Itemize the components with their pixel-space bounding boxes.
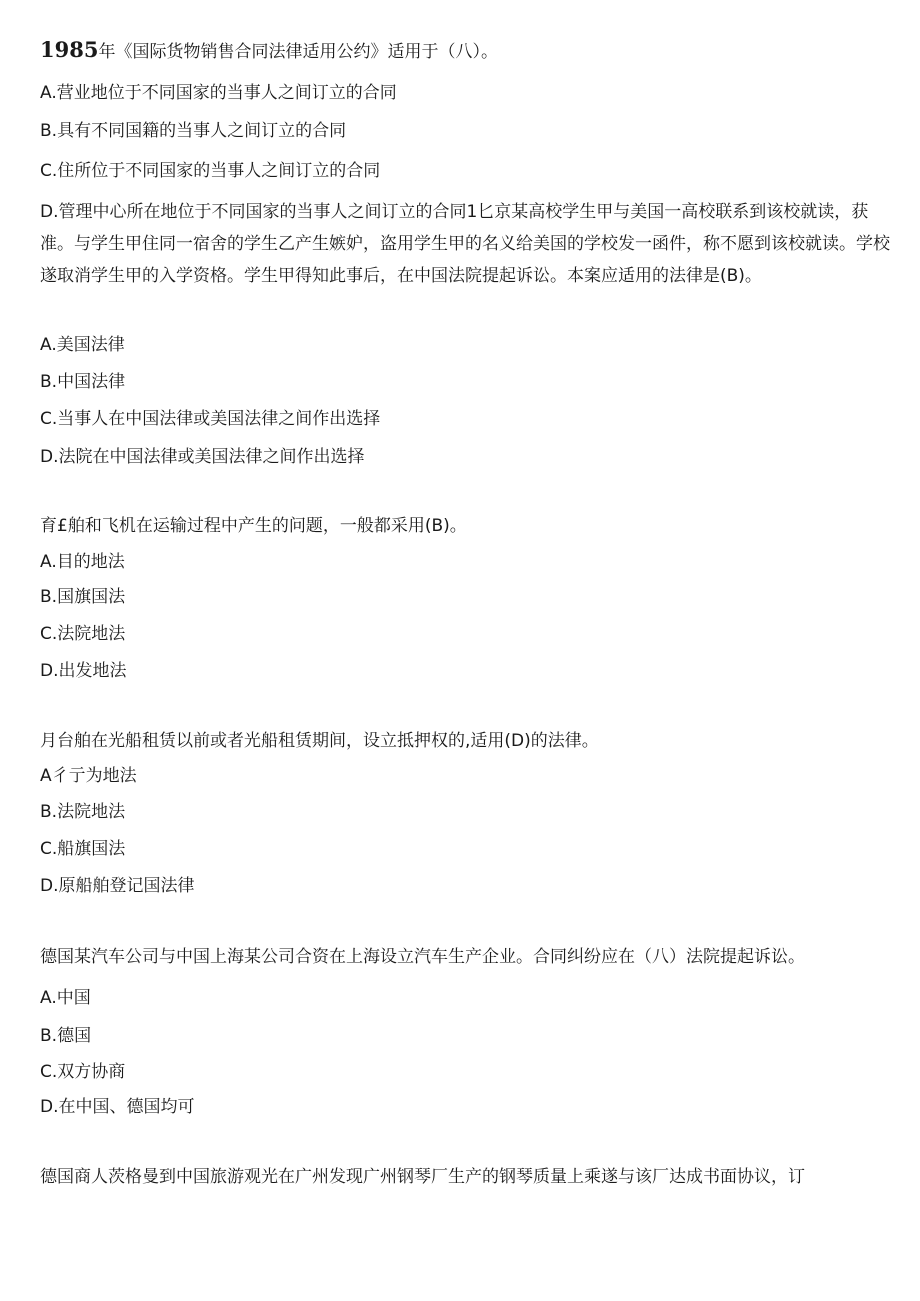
question-2-option-a: A.美国法律 — [40, 335, 125, 355]
question-2-option-d: D.法院在中国法律或美国法律之间作出选择 — [40, 447, 365, 467]
question-3-option-c: C.法院地法 — [40, 624, 126, 644]
question-6-stem: 德国商人茨格曼到中国旅游观光在广州发现广州钢琴厂生产的钢琴质量上乘遂与该厂达成书面协议，订 — [40, 1167, 805, 1187]
question-1-year: 1985 — [40, 37, 99, 62]
question-4-option-b: B.法院地法 — [40, 802, 126, 822]
question-1-stem-text: 年《国际货物销售合同法律适用公约》适用于（八）。 — [98, 42, 498, 62]
question-4-option-a: A彳亍为地法 — [40, 766, 137, 786]
question-5-option-d: D.在中国、德国均可 — [40, 1097, 195, 1117]
question-3-option-b: B.国旗国法 — [40, 587, 126, 607]
question-5-option-c: C.双方协商 — [40, 1062, 126, 1082]
question-5-option-b: B.德国 — [40, 1026, 92, 1046]
question-1-option-c: C.住所位于不同国家的当事人之间订立的合同 — [40, 161, 381, 181]
question-1-option-b: B.具有不同国籍的当事人之间订立的合同 — [40, 121, 347, 141]
question-3-option-a: A.目的地法 — [40, 552, 125, 572]
question-1-option-d-and-question-2-stem: D.管理中心所在地位于不同国家的当事人之间订立的合同1匕京某高校学生甲与美国一高校联系到该校就读，获准。与学生甲住同一宿舍的学生乙产生嫉妒，盗用学生甲的名义给美国的学校发一函件，称不愿到该校就读。学校遂取消学生甲的入学资格。学生甲得知此事后，在中国法院提起诉讼。本案应适用的法律是(B)。 — [40, 202, 890, 286]
question-1-stem — [40, 36, 890, 66]
question-5-stem: 德国某汽车公司与中国上海某公司合资在上海设立汽车生产企业。合同纠纷应在（八）法院提起诉讼。 — [40, 947, 805, 967]
question-1-option-a: A.营业地位于不同国家的当事人之间订立的合同 — [40, 83, 397, 103]
question-2-option-c: C.当事人在中国法律或美国法律之间作出选择 — [40, 409, 381, 429]
question-4-option-d: D.原船舶登记国法律 — [40, 876, 195, 896]
question-4-option-c: C.船旗国法 — [40, 839, 126, 859]
question-4-stem: 月台舶在光船租赁以前或者光船租赁期间，设立抵押权的,适用(D)的法律。 — [40, 731, 599, 751]
question-5-option-a: A.中国 — [40, 988, 91, 1008]
question-2-option-b: B.中国法律 — [40, 372, 126, 392]
question-3-option-d: D.出发地法 — [40, 661, 127, 681]
question-3-stem: 育£舶和飞机在运输过程中产生的问题，一般都采用(B)。 — [40, 516, 467, 536]
